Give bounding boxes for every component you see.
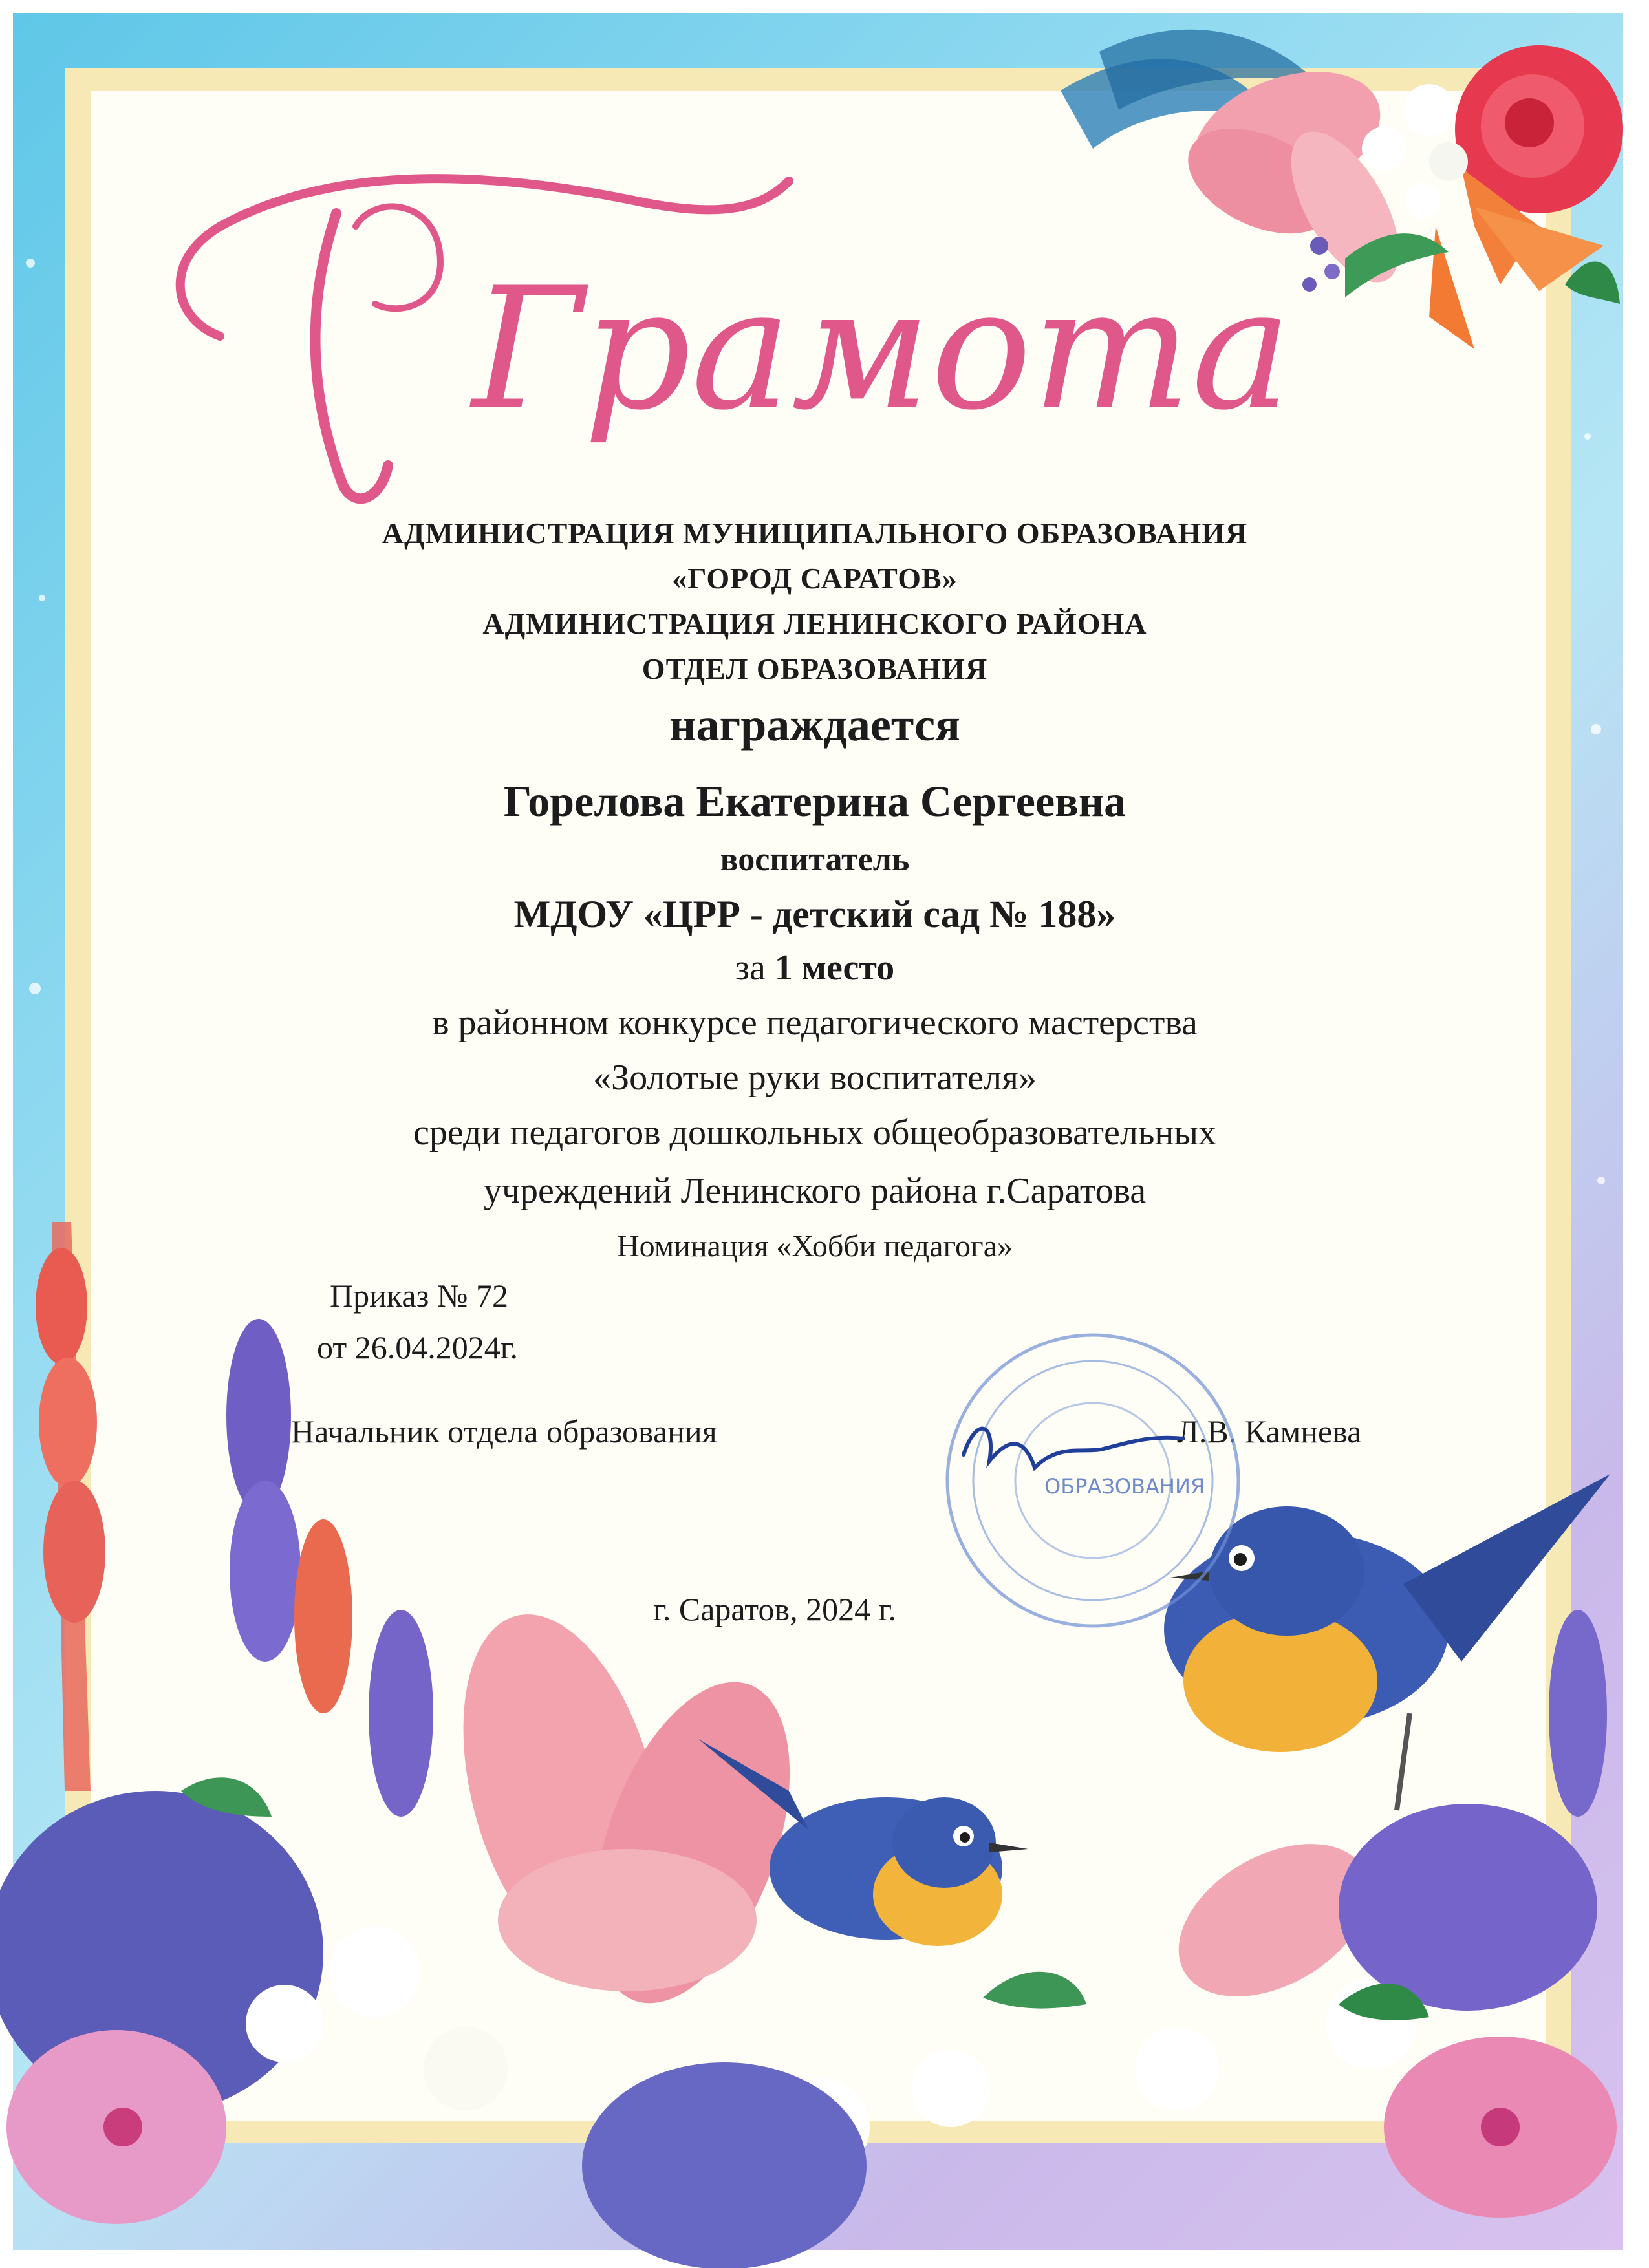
awarded-heading: награждается bbox=[669, 699, 960, 751]
sparkle bbox=[26, 259, 35, 268]
sparkle bbox=[1591, 724, 1601, 734]
certificate-sheet bbox=[13, 13, 1623, 2250]
order-number: Приказ № 72 bbox=[330, 1278, 509, 1314]
issuer-line-1: АДМИНИСТРАЦИЯ МУНИЦИПАЛЬНОГО ОБРАЗОВАНИЯ bbox=[382, 517, 1248, 550]
contest-line-3: среди педагогов дошкольных общеобразовательных bbox=[413, 1113, 1216, 1153]
signer-role: Начальник отдела образования bbox=[291, 1413, 717, 1450]
certificate-title-script bbox=[142, 123, 1292, 524]
signer-name: Л.В. Камнева bbox=[1177, 1413, 1362, 1450]
issuer-line-2: «ГОРОД САРАТОВ» bbox=[672, 562, 958, 595]
contest-line-2: «Золотые руки воспитателя» bbox=[593, 1058, 1037, 1098]
issuer-line-4: ОТДЕЛ ОБРАЗОВАНИЯ bbox=[641, 652, 988, 685]
place-prefix: за bbox=[735, 948, 766, 988]
sparkle bbox=[1584, 433, 1591, 440]
sparkle bbox=[39, 595, 45, 601]
nomination: Номинация «Хобби педагога» bbox=[617, 1229, 1013, 1263]
recipient-organization: МДОУ «ЦРР - детский сад № 188» bbox=[513, 893, 1116, 936]
place-and-year: г. Саратов, 2024 г. bbox=[653, 1591, 896, 1627]
sparkle bbox=[1597, 1177, 1605, 1184]
title-text: Грамота bbox=[472, 252, 1292, 447]
signature-scribble bbox=[964, 1429, 1183, 1468]
contest-line-4: учреждений Ленинского района г.Саратова bbox=[483, 1171, 1147, 1211]
official-stamp bbox=[938, 1325, 1248, 1636]
sparkle bbox=[29, 983, 41, 994]
recipient-position: воспитатель bbox=[720, 841, 910, 878]
award-place bbox=[207, 947, 1423, 989]
order-date: от 26.04.2024г. bbox=[317, 1329, 519, 1365]
recipient-name: Горелова Екатерина Сергеевна bbox=[503, 776, 1126, 826]
stamp-text: ОБРАЗОВАНИЯ bbox=[1044, 1474, 1205, 1499]
place-value: 1 место bbox=[774, 948, 895, 988]
issuer-header bbox=[207, 511, 1423, 692]
contest-line-1: в районном конкурсе педагогического мастерства bbox=[432, 1003, 1198, 1043]
issuer-line-3: АДМИНИСТРАЦИЯ ЛЕНИНСКОГО РАЙОНА bbox=[482, 607, 1147, 640]
bottom-floral-decoration bbox=[13, 1209, 1623, 2250]
